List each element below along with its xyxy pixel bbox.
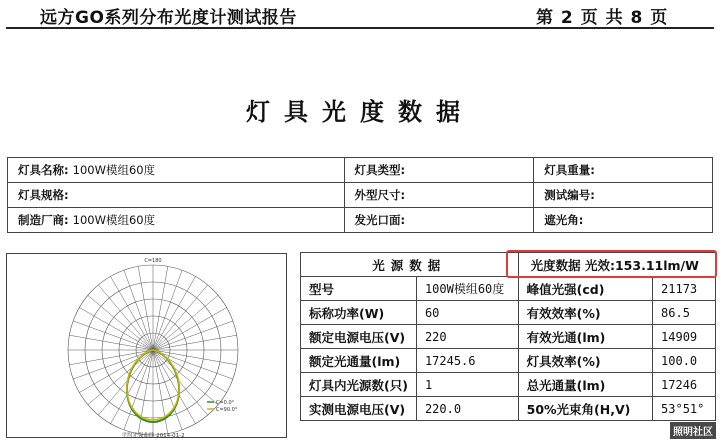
- lamp-spec-cell: [8, 183, 345, 208]
- source-row-label: 型号: [301, 277, 417, 301]
- source-row-label2: 50%光束角(H,V): [518, 397, 652, 421]
- lamp-type-cell: [344, 158, 534, 183]
- report-title: 远方GO系列分布光度计测试报告: [40, 8, 297, 28]
- source-row-label: 灯具内光源数(只): [301, 373, 417, 397]
- shade-label: 遮光角:: [544, 213, 584, 227]
- table-row: [301, 277, 716, 301]
- source-row-label: 标称功率(W): [301, 301, 417, 325]
- table-row: [301, 325, 716, 349]
- maker-cell: [8, 208, 345, 233]
- table-row: [8, 183, 713, 208]
- table-row: [301, 373, 716, 397]
- page-info: 第 2 页 共 8 页: [536, 8, 668, 28]
- lamp-weight-cell: [534, 158, 713, 183]
- source-row-value2: 53°51°: [653, 397, 716, 421]
- source-row-value2: 100.0: [653, 349, 716, 373]
- lamp-size-cell: [344, 183, 534, 208]
- test-no-label: 测试编号:: [544, 188, 595, 202]
- source-row-value2: 17246: [653, 373, 716, 397]
- table-row: [301, 397, 716, 421]
- table-row: [8, 208, 713, 233]
- table-row: [301, 349, 716, 373]
- source-row-label2: 有效光通(lm): [518, 325, 652, 349]
- photometric-efficacy: 光度数据 光效:153.11lm/W: [518, 253, 715, 277]
- source-row-value2: 86.5: [653, 301, 716, 325]
- source-row-value: 17245.6: [416, 349, 518, 373]
- lamp-spec-label: 灯具规格:: [18, 188, 69, 202]
- watermark-stamp: 照明社区: [670, 422, 716, 439]
- table-row: [301, 301, 716, 325]
- source-row-label2: 灯具效率(%): [518, 349, 652, 373]
- lamp-name-label: 灯具名称:: [18, 163, 69, 177]
- shade-cell: [534, 208, 713, 233]
- lamp-info-table: [7, 157, 713, 233]
- source-section-title: 光源数据: [301, 253, 519, 277]
- table-row: [8, 158, 713, 183]
- polar-top-label: C=180: [144, 258, 162, 264]
- legend-label-c0: C=0.0°: [216, 400, 235, 406]
- source-row-value: 1: [416, 373, 518, 397]
- lamp-weight-label: 灯具重量:: [544, 163, 595, 177]
- maker-value: 100W模组60度: [72, 213, 156, 227]
- lamp-name-cell: [8, 158, 345, 183]
- source-row-label2: 峰值光强(cd): [518, 277, 652, 301]
- source-row-label: 实测电源电压(V): [301, 397, 417, 421]
- source-row-value: 100W模组60度: [416, 277, 518, 301]
- test-no-cell: [534, 183, 713, 208]
- polar-chart-svg: [7, 254, 287, 438]
- header-rule: [6, 27, 714, 29]
- polar-caption: 平均光强曲线 2014-01-2: [121, 433, 185, 439]
- source-row-label: 额定光通量(lm): [301, 349, 417, 373]
- lamp-size-label: 外型尺寸:: [354, 188, 406, 202]
- source-rows: [301, 277, 716, 421]
- document-title: 灯具光度数据: [246, 98, 474, 126]
- source-row-value2: 14909: [653, 325, 716, 349]
- source-row-value: 220: [416, 325, 518, 349]
- lamp-name-value: 100W模组60度: [72, 163, 156, 177]
- source-row-value: 60: [416, 301, 518, 325]
- source-row-value: 220.0: [416, 397, 518, 421]
- emit-label: 发光口面:: [354, 213, 406, 227]
- source-row-value2: 21173: [653, 277, 716, 301]
- source-row-label: 额定电源电压(V): [301, 325, 417, 349]
- lamp-type-label: 灯具类型:: [354, 163, 406, 177]
- report-header: [0, 0, 720, 26]
- polar-diagram: [6, 253, 287, 438]
- source-row-label2: 总光通量(lm): [518, 373, 652, 397]
- source-row-label2: 有效效率(%): [518, 301, 652, 325]
- legend-label-c90: C=90.0°: [216, 407, 238, 413]
- emit-cell: [344, 208, 534, 233]
- efficacy-highlight-box: [506, 250, 717, 278]
- maker-label: 制造厂商:: [18, 213, 69, 227]
